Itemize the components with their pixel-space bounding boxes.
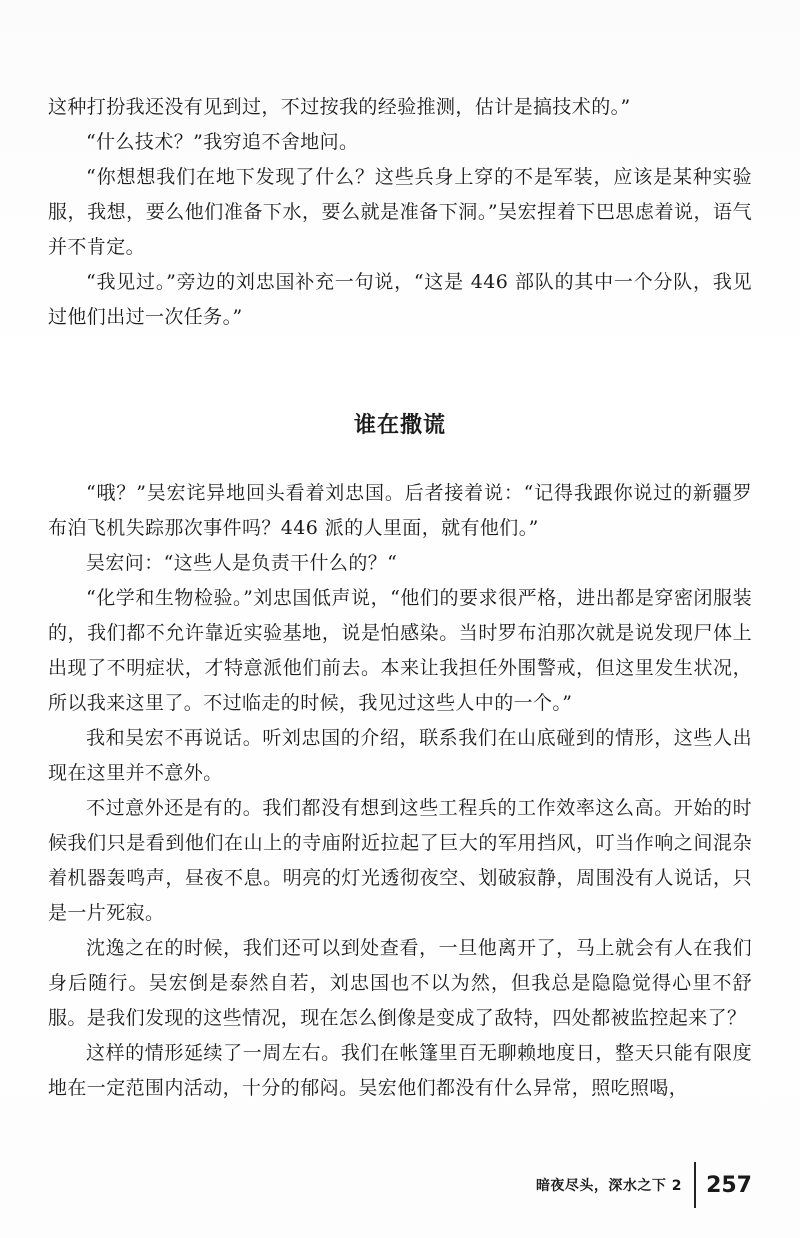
paragraph: 沈逸之在的时候，我们还可以到处查看，一旦他离开了，马上就会有人在我们身后随行。吴宏倒是泰然自若，刘忠国也不以为然，但我总是隐隐觉得心里不舒服。是我们发现的这些情况，现在怎么倒像是变成了敌特，四处都被监控起来了？ [48, 937, 752, 1029]
paragraph: 不过意外还是有的。我们都没有想到这些工程兵的工作效率这么高。开始的时候我们只是看到他们在山上的寺庙附近拉起了巨大的军用挡风，叮当作响之间混杂着机器轰鸣声，昼夜不息。明亮的灯光透彻夜空、划破寂静，周围没有人说话，只是一片死寂。 [48, 797, 752, 924]
top-text-block [48, 90, 752, 335]
paragraph: “我见过。”旁边的刘忠国补充一句说，“这是 446 部队的其中一个分队，我见过他们出过一次任务。” [48, 271, 752, 328]
paragraph: 吴宏问：“这些人是负责干什么的？“ [86, 552, 398, 574]
paragraph: “化学和生物检验。”刘忠国低声说，“他们的要求很严格，进出都是穿密闭服装的，我们都不允许靠近实验基地，说是怕感染。当时罗布泊那次就是说发现尸体上出现了不明症状，才特意派他们前去。本来让我担任外围警戒，但这里发生状况，所以我来这里了。不过临走的时候，我见过这些人中的一个。” [48, 587, 752, 714]
page-footer [536, 1160, 752, 1210]
paragraph: “哦？”吴宏诧异地回头看着刘忠国。后者接着说：“记得我跟你说过的新疆罗布泊飞机失踪那次事件吗？446 派的人里面，就有他们。” [48, 482, 752, 539]
paragraph: “什么技术？”我穷追不舍地问。 [86, 131, 359, 153]
paragraph: 我和吴宏不再说话。听刘忠国的介绍，联系我们在山底碰到的情形，这些人出现在这里并不意外。 [48, 727, 752, 784]
section-title: 谁在撒谎 [353, 413, 446, 438]
running-title: 暗夜尽头，深水之下 2 [535, 1178, 683, 1194]
section-text-block [48, 476, 752, 1106]
paragraph: “你想想我们在地下发现了什么？这些兵身上穿的不是军装，应该是某种实验服，我想，要么他们准备下水，要么就是准备下洞。”吴宏捏着下巴思虑着说，语气并不肯定。 [48, 166, 752, 258]
paragraph: 这样的情形延续了一周左右。我们在帐篷里百无聊赖地度日，整天只能有限度地在一定范围内活动，十分的郁闷。吴宏他们都没有什么异常，照吃照喝， [48, 1042, 752, 1099]
page-number: 257 [706, 1172, 752, 1198]
paragraph: 这种打扮我还没有见到过，不过按我的经验推测，估计是搞技术的。” [48, 96, 631, 118]
